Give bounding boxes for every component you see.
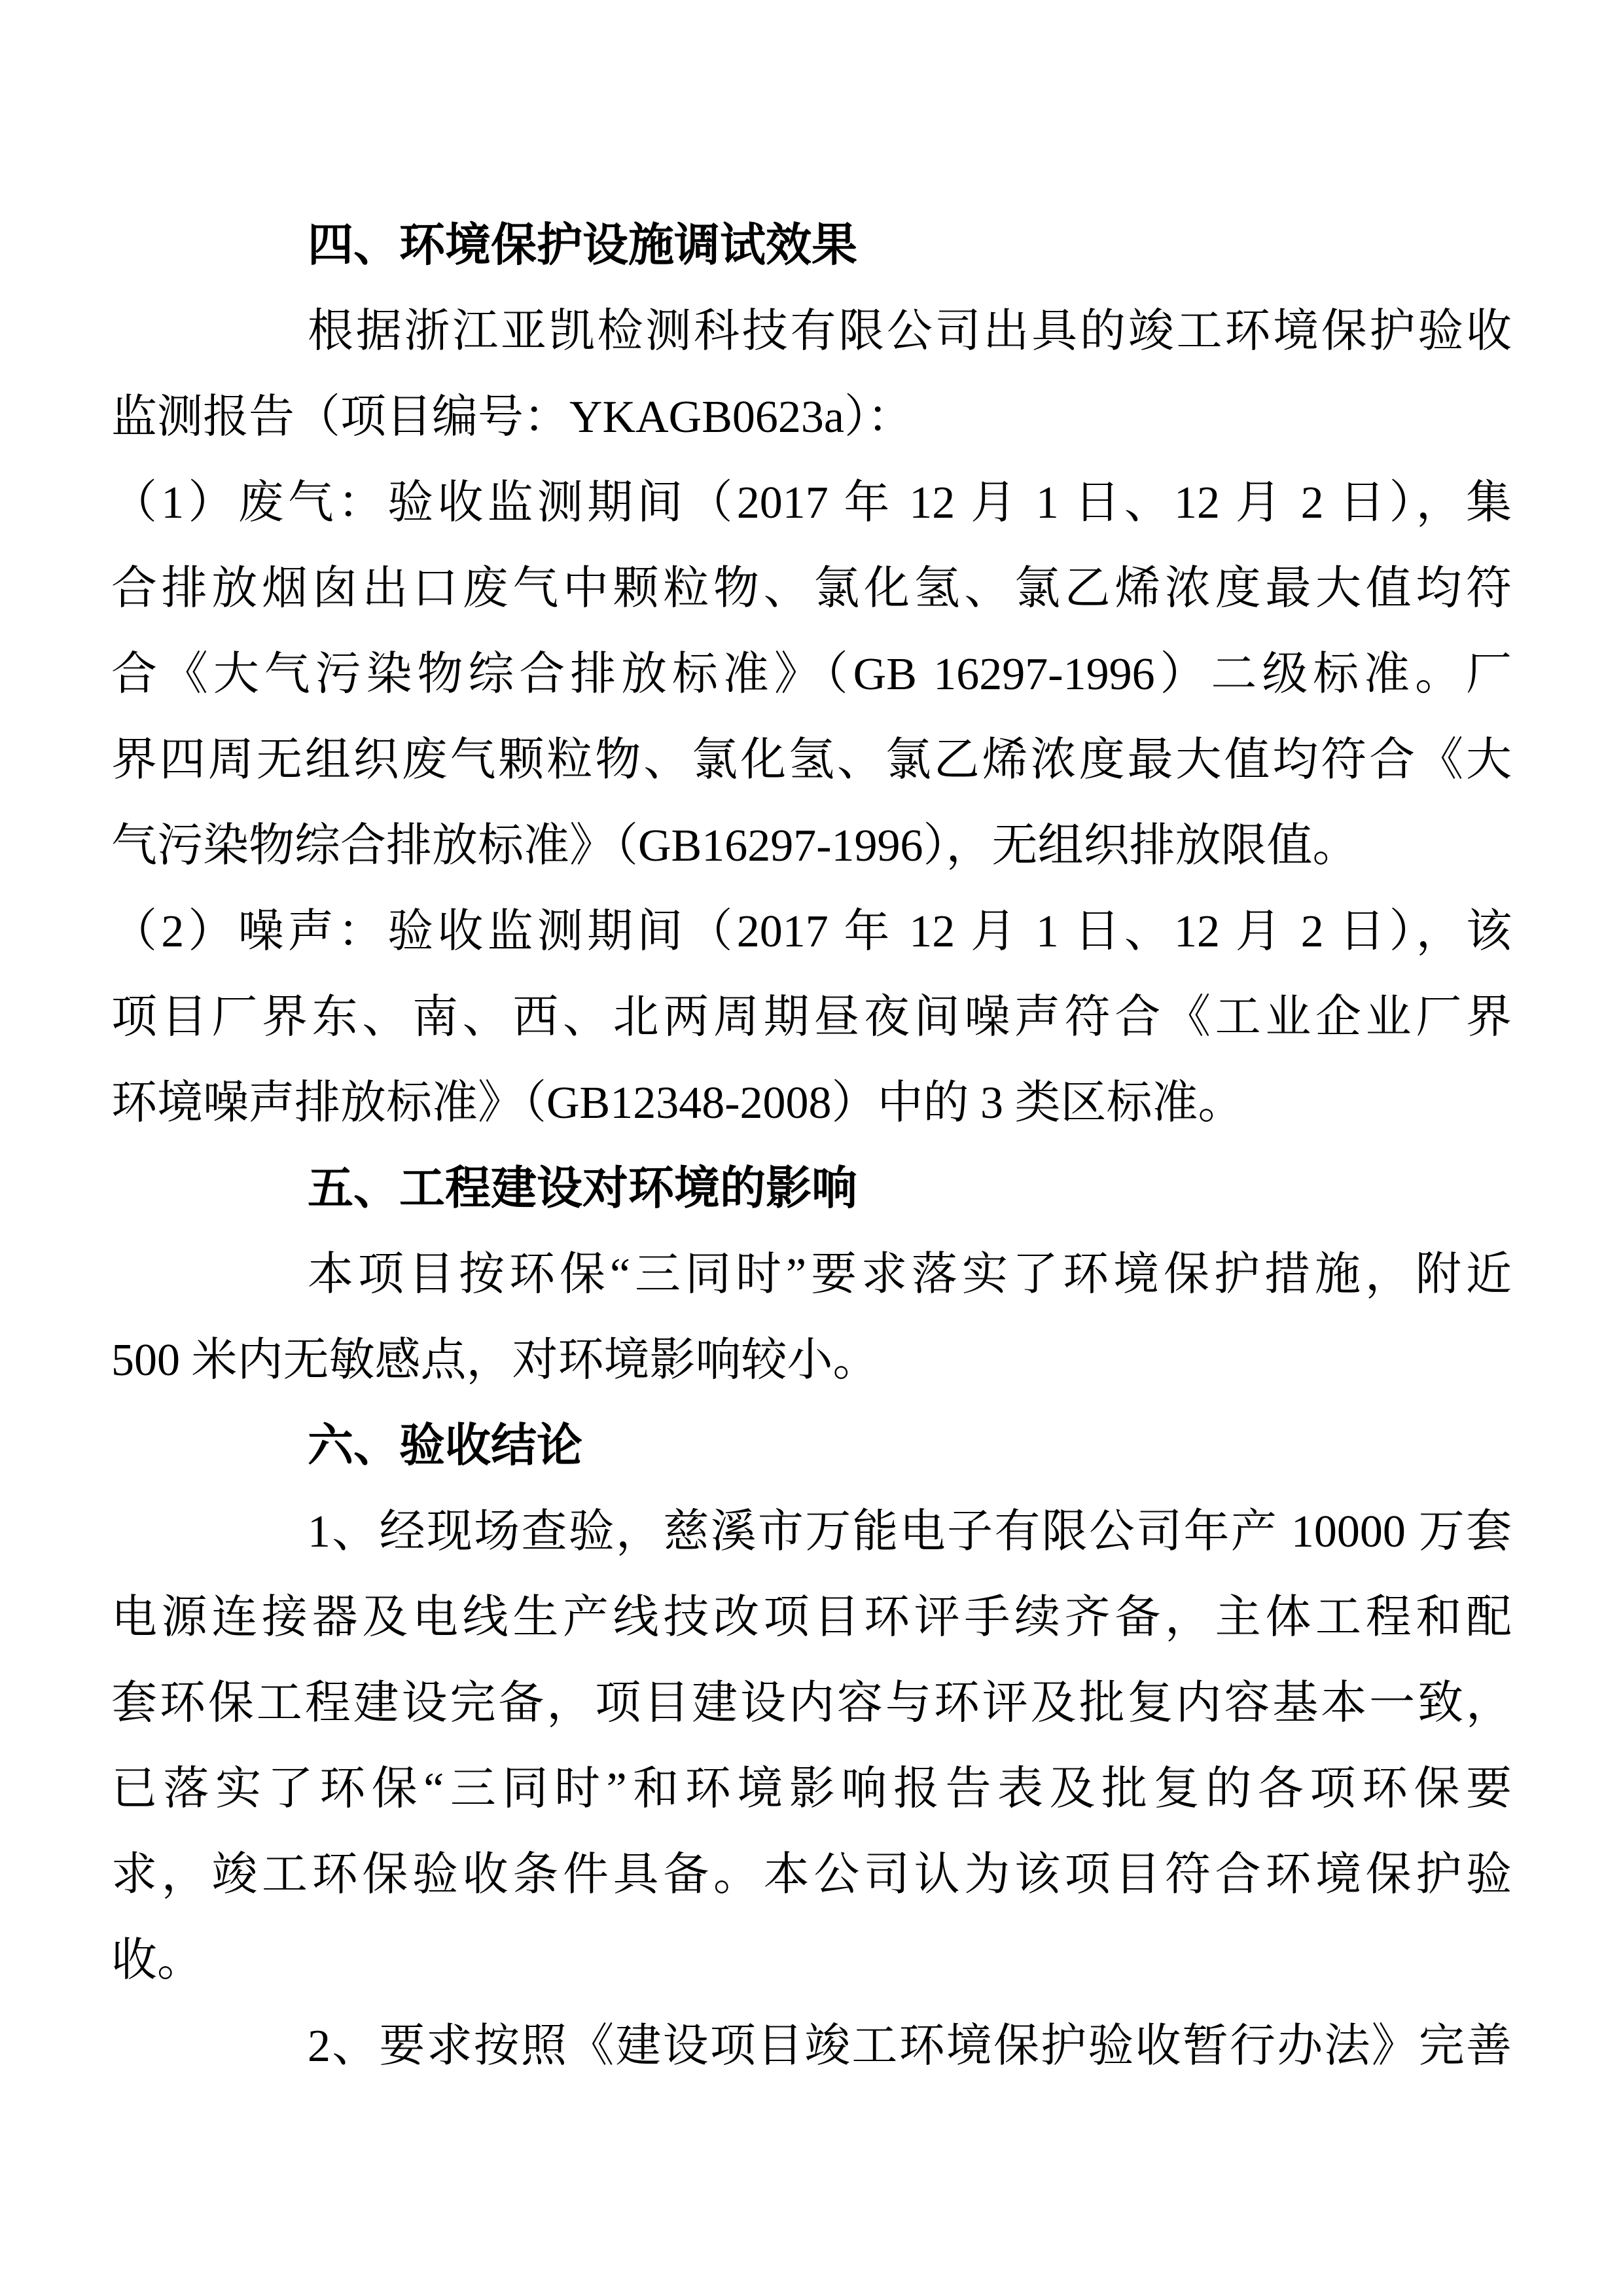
text-line: 环境噪声排放标准》（GB12348-2008）中的 3 类区标准。 [111,1078,1244,1128]
text-line: 500 米内无敏感点，对环境影响较小。 [111,1335,879,1386]
text-line: 监测报告（项目编号：YKAGB0623a）： [111,392,913,442]
section-heading: 五、工程建设对环境的影响 [308,1164,857,1214]
text-line: 1、经现场查验，慈溪市万能电子有限公司年产 10000 万套 [308,1507,1512,1557]
text-line: 收。 [111,1935,203,1986]
section-heading: 六、验收结论 [308,1421,582,1471]
text-line: 求，竣工环保验收条件具备。本公司认为该项目符合环境保护验 [111,1850,1512,1900]
text-line: 套环保工程建设完备，项目建设内容与环评及批复内容基本一致， [111,1678,1512,1729]
text-line: 合排放烟囱出口废气中颗粒物、氯化氢、氯乙烯浓度最大值均符 [111,564,1512,614]
text-line: 界四周无组织废气颗粒物、氯化氢、氯乙烯浓度最大值均符合《大 [111,735,1512,785]
section-heading: 四、环境保护设施调试效果 [308,221,857,271]
text-line: 根据浙江亚凯检测科技有限公司出具的竣工环境保护验收 [308,306,1512,357]
document-body [111,203,1512,2089]
text-line: 本项目按环保“三同时”要求落实了环境保护措施，附近 [308,1249,1512,1300]
text-line: （2）噪声：验收监测期间（2017 年 12 月 1 日、12 月 2 日），该 [111,906,1512,957]
text-line: 项目厂界东、南、西、北两周期昼夜间噪声符合《工业企业厂界 [111,992,1512,1043]
text-line: 气污染物综合排放标准》（GB16297-1996），无组织排放限值。 [111,821,1359,871]
text-line: 电源连接器及电线生产线技改项目环评手续齐备，主体工程和配 [111,1592,1512,1643]
text-line: （1）废气：验收监测期间（2017 年 12 月 1 日、12 月 2 日），集 [111,478,1512,528]
text-line: 2、要求按照《建设项目竣工环境保护验收暂行办法》完善 [308,2021,1512,2072]
text-line: 合《大气污染物综合排放标准》（GB 16297-1996）二级标准。厂 [111,649,1512,700]
text-line: 已落实了环保“三同时”和环境影响报告表及批复的各项环保要 [111,1764,1512,1814]
